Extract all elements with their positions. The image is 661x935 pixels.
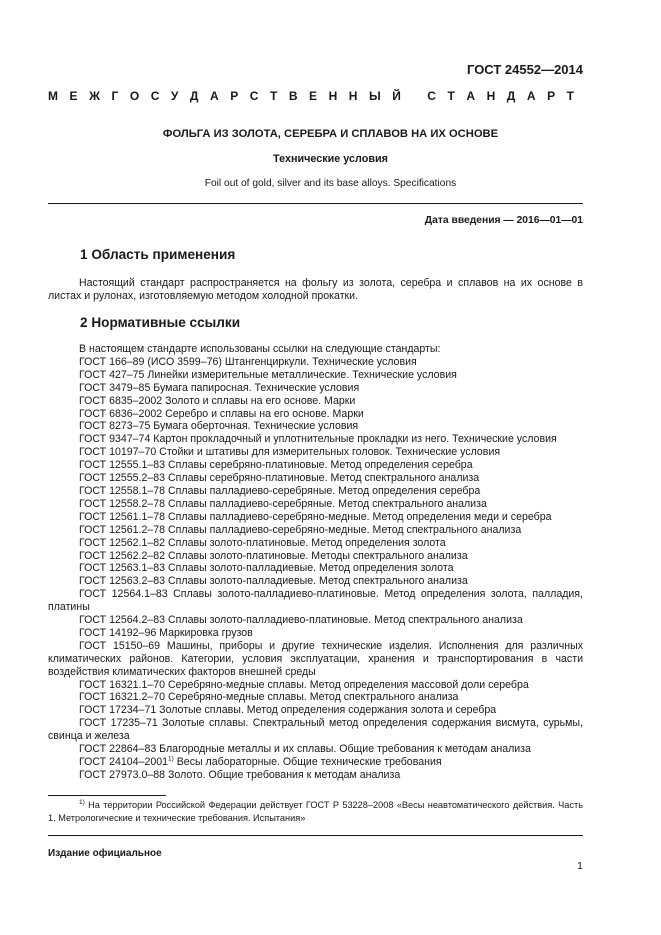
reference-item: ГОСТ 15150–69 Машины, приборы и другие технические изделия. Исполнения для различных климатических районов. Категории, условия эксплуатации, хранения и транспортирования в части воздействия климатических факторов внешней среды — [48, 639, 583, 678]
reference-item: ГОСТ 17234–71 Золотые сплавы. Метод определения содержания золота и серебра — [79, 704, 497, 717]
banner-letter: О — [129, 89, 140, 103]
reference-item: ГОСТ 12558.2–78 Сплавы палладиево-серебряные. Метод спектрального анализа — [79, 497, 487, 510]
footer-rule — [48, 835, 583, 836]
footnote-rule — [48, 795, 166, 796]
banner-letter: Й — [392, 89, 401, 103]
reference-item: ГОСТ 12563.1–83 Сплавы золото-палладиевые. Метод определения золота — [79, 562, 454, 575]
effective-date: Дата введения — 2016—01—01 — [424, 215, 583, 226]
reference-item: ГОСТ 14192–96 Маркировка грузов — [79, 626, 253, 639]
banner-letter: Т — [566, 89, 574, 103]
reference-item: ГОСТ 12562.2–82 Сплавы золото-платиновые. Методы спектрального анализа — [79, 549, 468, 562]
document-subtitle: Технические условия — [273, 153, 388, 165]
banner-letter: А — [209, 89, 219, 103]
section-2-heading: 2 Нормативные ссылки — [80, 315, 241, 330]
document-title: ФОЛЬГА ИЗ ЗОЛОТА, СЕРЕБРА И СПЛАВОВ НА ИХ ОСНОВЕ — [162, 128, 499, 140]
footnote-mark: 1) — [79, 798, 85, 806]
footnote-text: На территории Российской Федерации действует ГОСТ Р 53228–2008 «Весы неавтоматического действия. Часть 1. Метрологические и технические требования. Испытания» — [48, 800, 583, 823]
banner-letter: С — [427, 89, 436, 103]
reference-item: ГОСТ 12562.1–82 Сплавы золото-платиновые. Метод определения золота — [79, 536, 446, 549]
banner-letter: М — [48, 89, 58, 103]
banner-letter: Р — [230, 89, 239, 103]
banner-letter: Д — [506, 89, 516, 103]
banner-letter: Н — [348, 89, 358, 103]
banner-letter: Н — [486, 89, 496, 103]
banner-letter: Ж — [89, 89, 100, 103]
banner-letter: С — [150, 89, 160, 103]
reference-item: ГОСТ 12558.1–78 Сплавы палладиево-серебряные. Метод определения серебра — [79, 484, 481, 497]
reference-item: ГОСТ 12564.1–83 Сплавы золото-палладиево-платиновые. Метод определения золота, палладия, платины — [48, 588, 583, 614]
reference-code: ГОСТ 24104–2001 — [79, 756, 169, 768]
reference-item: ГОСТ 16321.1–70 Серебряно-медные сплавы. Метод определения массовой доли серебра — [79, 678, 529, 691]
reference-item: ГОСТ 166–89 (ИСО 3599–76) Штангенциркули. Технические условия — [79, 355, 417, 368]
references-items — [48, 356, 583, 756]
reference-item: ГОСТ 17235–71 Золотые сплавы. Спектральный метод определения содержания висмута, сурьмы, свинца и железа — [48, 717, 583, 743]
reference-item: ГОСТ 12555.1–83 Сплавы серебряно-платиновые. Метод определения серебра — [79, 459, 473, 472]
banner-letter: Д — [189, 89, 199, 103]
banner-letter: Т — [269, 89, 278, 103]
banner-letter: Г — [111, 89, 119, 103]
reference-title: Весы лабораторные. Общие технические требования — [173, 756, 442, 768]
edition-label: Издание официальное — [48, 848, 162, 859]
banner-letter: С — [249, 89, 259, 103]
reference-item: ГОСТ 12561.1–78 Сплавы палладиево-серебряно-медные. Метод определения меди и серебра — [79, 510, 552, 523]
banner-letter: Н — [328, 89, 338, 103]
page-number: 1 — [577, 860, 583, 872]
banner-gap — [412, 89, 415, 103]
reference-item: ГОСТ 427–75 Линейки измерительные металлические. Технические условия — [79, 368, 457, 381]
reference-item: ГОСТ 6836–2002 Серебро и сплавы на его основе. Марки — [79, 407, 364, 420]
reference-item — [48, 756, 583, 769]
reference-item: ГОСТ 12564.2–83 Сплавы золото-палладиево-платиновые. Метод спектрального анализа — [79, 614, 523, 627]
references-list — [48, 343, 583, 782]
reference-item: ГОСТ 6835–2002 Золото и сплавы на его основе. Марки — [79, 394, 356, 407]
reference-item: ГОСТ 16321.2–70 Серебряно-медные сплавы. Метод спектрального анализа — [79, 691, 459, 704]
document-id: ГОСТ 24552—2014 — [467, 62, 583, 77]
footnote — [48, 799, 583, 825]
reference-item: ГОСТ 22864–83 Благородные металлы и их сплавы. Общие требования к методам анализа — [79, 743, 531, 756]
section-2 — [80, 315, 240, 330]
reference-item: ГОСТ 27973.0–88 Золото. Общие требования к методам анализа — [79, 768, 401, 781]
banner-letter: У — [170, 89, 179, 103]
section-1 — [80, 247, 235, 262]
reference-item: ГОСТ 9347–74 Картон прокладочный и уплотнительные прокладки из него. Технические условия — [79, 433, 557, 446]
banner-letter: Ы — [368, 89, 381, 103]
reference-item: ГОСТ 12563.2–83 Сплавы золото-палладиевые. Метод спектрального анализа — [79, 575, 468, 588]
reference-item: ГОСТ 12561.2–78 Сплавы палладиево-серебряно-медные. Метод спектрального анализа — [79, 523, 522, 536]
banner-letter: А — [466, 89, 476, 103]
section-1-heading: 1 Область применения — [80, 247, 236, 262]
document-title-english: Foil out of gold, silver and its base alloys. Specifications — [204, 178, 457, 189]
footnote-marker[interactable]: 1) — [168, 755, 174, 763]
reference-item: ГОСТ 12555.2–83 Сплавы серебряно-платиновые. Метод спектрального анализа — [79, 472, 480, 485]
standard-banner — [48, 89, 574, 103]
banner-letter: Р — [547, 89, 556, 103]
banner-letter: Е — [69, 89, 78, 103]
reference-item: ГОСТ 8273–75 Бумага оберточная. Технические условия — [79, 420, 359, 433]
section-1-text: Настоящий стандарт распространяется на фольгу из золота, серебра и сплавов на их основе в листах и рулонах, изготовляемую методом холодной прокатки. — [48, 277, 583, 302]
references-intro: В настоящем стандарте использованы ссылки на следующие стандарты: — [79, 343, 441, 355]
header-rule — [48, 203, 583, 204]
banner-letter: А — [526, 89, 536, 103]
banner-letter: В — [288, 89, 298, 103]
banner-letter: Т — [447, 89, 455, 103]
reference-item: ГОСТ 3479–85 Бумага папиросная. Технические условия — [79, 381, 360, 394]
reference-item: ГОСТ 10197–70 Стойки и штативы для измерительных головок. Технические условия — [79, 446, 501, 459]
banner-letter: Е — [309, 89, 318, 103]
